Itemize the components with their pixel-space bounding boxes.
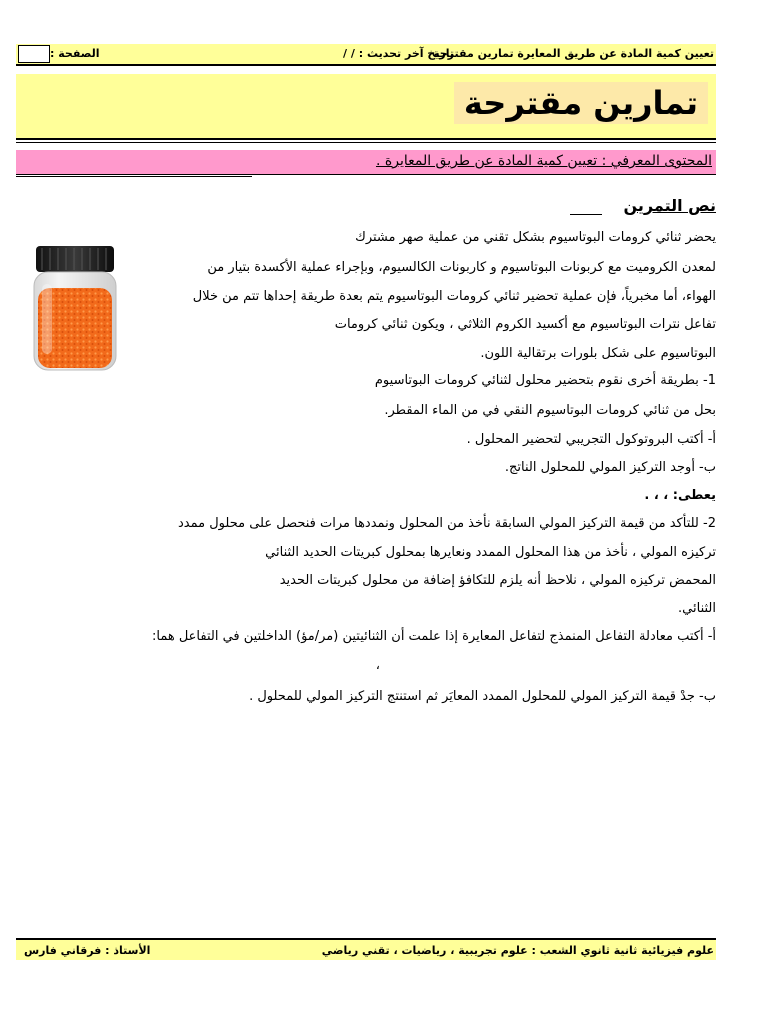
- content-band: [16, 150, 716, 175]
- text-line-8: أ- أكتب البروتوكول التجريبي لتحضير المحلول .: [466, 432, 716, 447]
- content-underline: [16, 176, 252, 177]
- title-band: [16, 74, 716, 140]
- header-strip: [16, 44, 716, 66]
- text-line-9: ب- أوجد التركيز المولي للمحلول الناتج.: [504, 460, 716, 475]
- exercise-heading: نص التمرين: [623, 196, 716, 215]
- footer-strip: [16, 938, 716, 960]
- text-line-15: أ- أكتب معادلة التفاعل المنمذج لتفاعل المعايرة إذا علمت أن الثنائيتين (مر/مؤ) الداخلتين في التفاعل هما:: [151, 629, 716, 644]
- text-line-6: 1- بطريقة أخرى نقوم بتحضير محلول لثنائي كرومات البوتاسيوم: [374, 373, 716, 388]
- potassium-dichromate-jar-image: [28, 244, 122, 376]
- footer-teacher: الأستاذ : فرقاني فارس: [24, 944, 151, 957]
- text-line-5: البوتاسيوم على شكل بلورات برتقالية اللون.: [480, 346, 716, 361]
- header-date: تاريخ آخر تحديث : / /: [343, 47, 454, 60]
- header-title: تعيين كمية المادة عن طريق المعايرة تمارين مقترحة: [433, 47, 714, 60]
- text-line-7: بحل من ثنائي كرومات البوتاسيوم النقي في من الماء المقطر.: [384, 403, 716, 418]
- text-line-14: الثنائي.: [678, 601, 716, 616]
- text-line-16: ،: [375, 658, 380, 673]
- text-line-10: يعطى: ، ، .: [644, 488, 716, 503]
- text-line-4: تفاعل نترات البوتاسيوم مع أكسيد الكروم الثلاثي ، ويكون ثنائي كرومات: [334, 317, 716, 332]
- text-line-1: يحضر ثنائي كرومات البوتاسيوم بشكل تقني من عملية صهر مشترك: [355, 230, 716, 245]
- footer-subject: علوم فيزيائية ثانية ثانوي الشعب : علوم تجريبية ، رياضيات ، تقني رياضي: [321, 944, 714, 957]
- title-divider: [16, 142, 716, 143]
- text-line-12: تركيزه المولي ، نأخذ من هذا المحلول الممدد ونعايرها بمحلول كبريتات الحديد الثنائي: [265, 545, 716, 560]
- text-line-3: الهواء، أما مخبرياً، فإن عملية تحضير ثنائي كرومات البوتاسيوم يتم بعدة طريقة إحداها تتم من خلال: [192, 289, 716, 304]
- content-label: المحتوى المعرفي : تعيين كمية المادة عن طريق المعايرة .: [375, 153, 712, 169]
- page-number-box: [18, 45, 50, 63]
- main-title: تمارين مقترحة: [454, 82, 708, 124]
- text-line-2: لمعدن الكروميت مع كربونات البوتاسيوم و كاربونات الكالسيوم، وبإجراء عملية الأكسدة بتيار من: [207, 260, 716, 275]
- exercise-heading-line: [570, 214, 602, 215]
- text-line-11: 2- للتأكد من قيمة التركيز المولي السابقة نأخذ من المحلول ونمددها مرات فنحصل على محلول ممدد: [178, 516, 716, 531]
- text-line-17: ب- جدْ قيمة التركيز المولي للمحلول الممدد المعايَر ثم استنتج التركيز المولي للمحلول .: [249, 689, 716, 704]
- page-label: الصفحة :: [50, 47, 100, 60]
- text-line-13: المحمض تركيزه المولي ، نلاحظ أنه يلزم للتكافؤ إضافة من محلول كبريتات الحديد: [279, 573, 716, 588]
